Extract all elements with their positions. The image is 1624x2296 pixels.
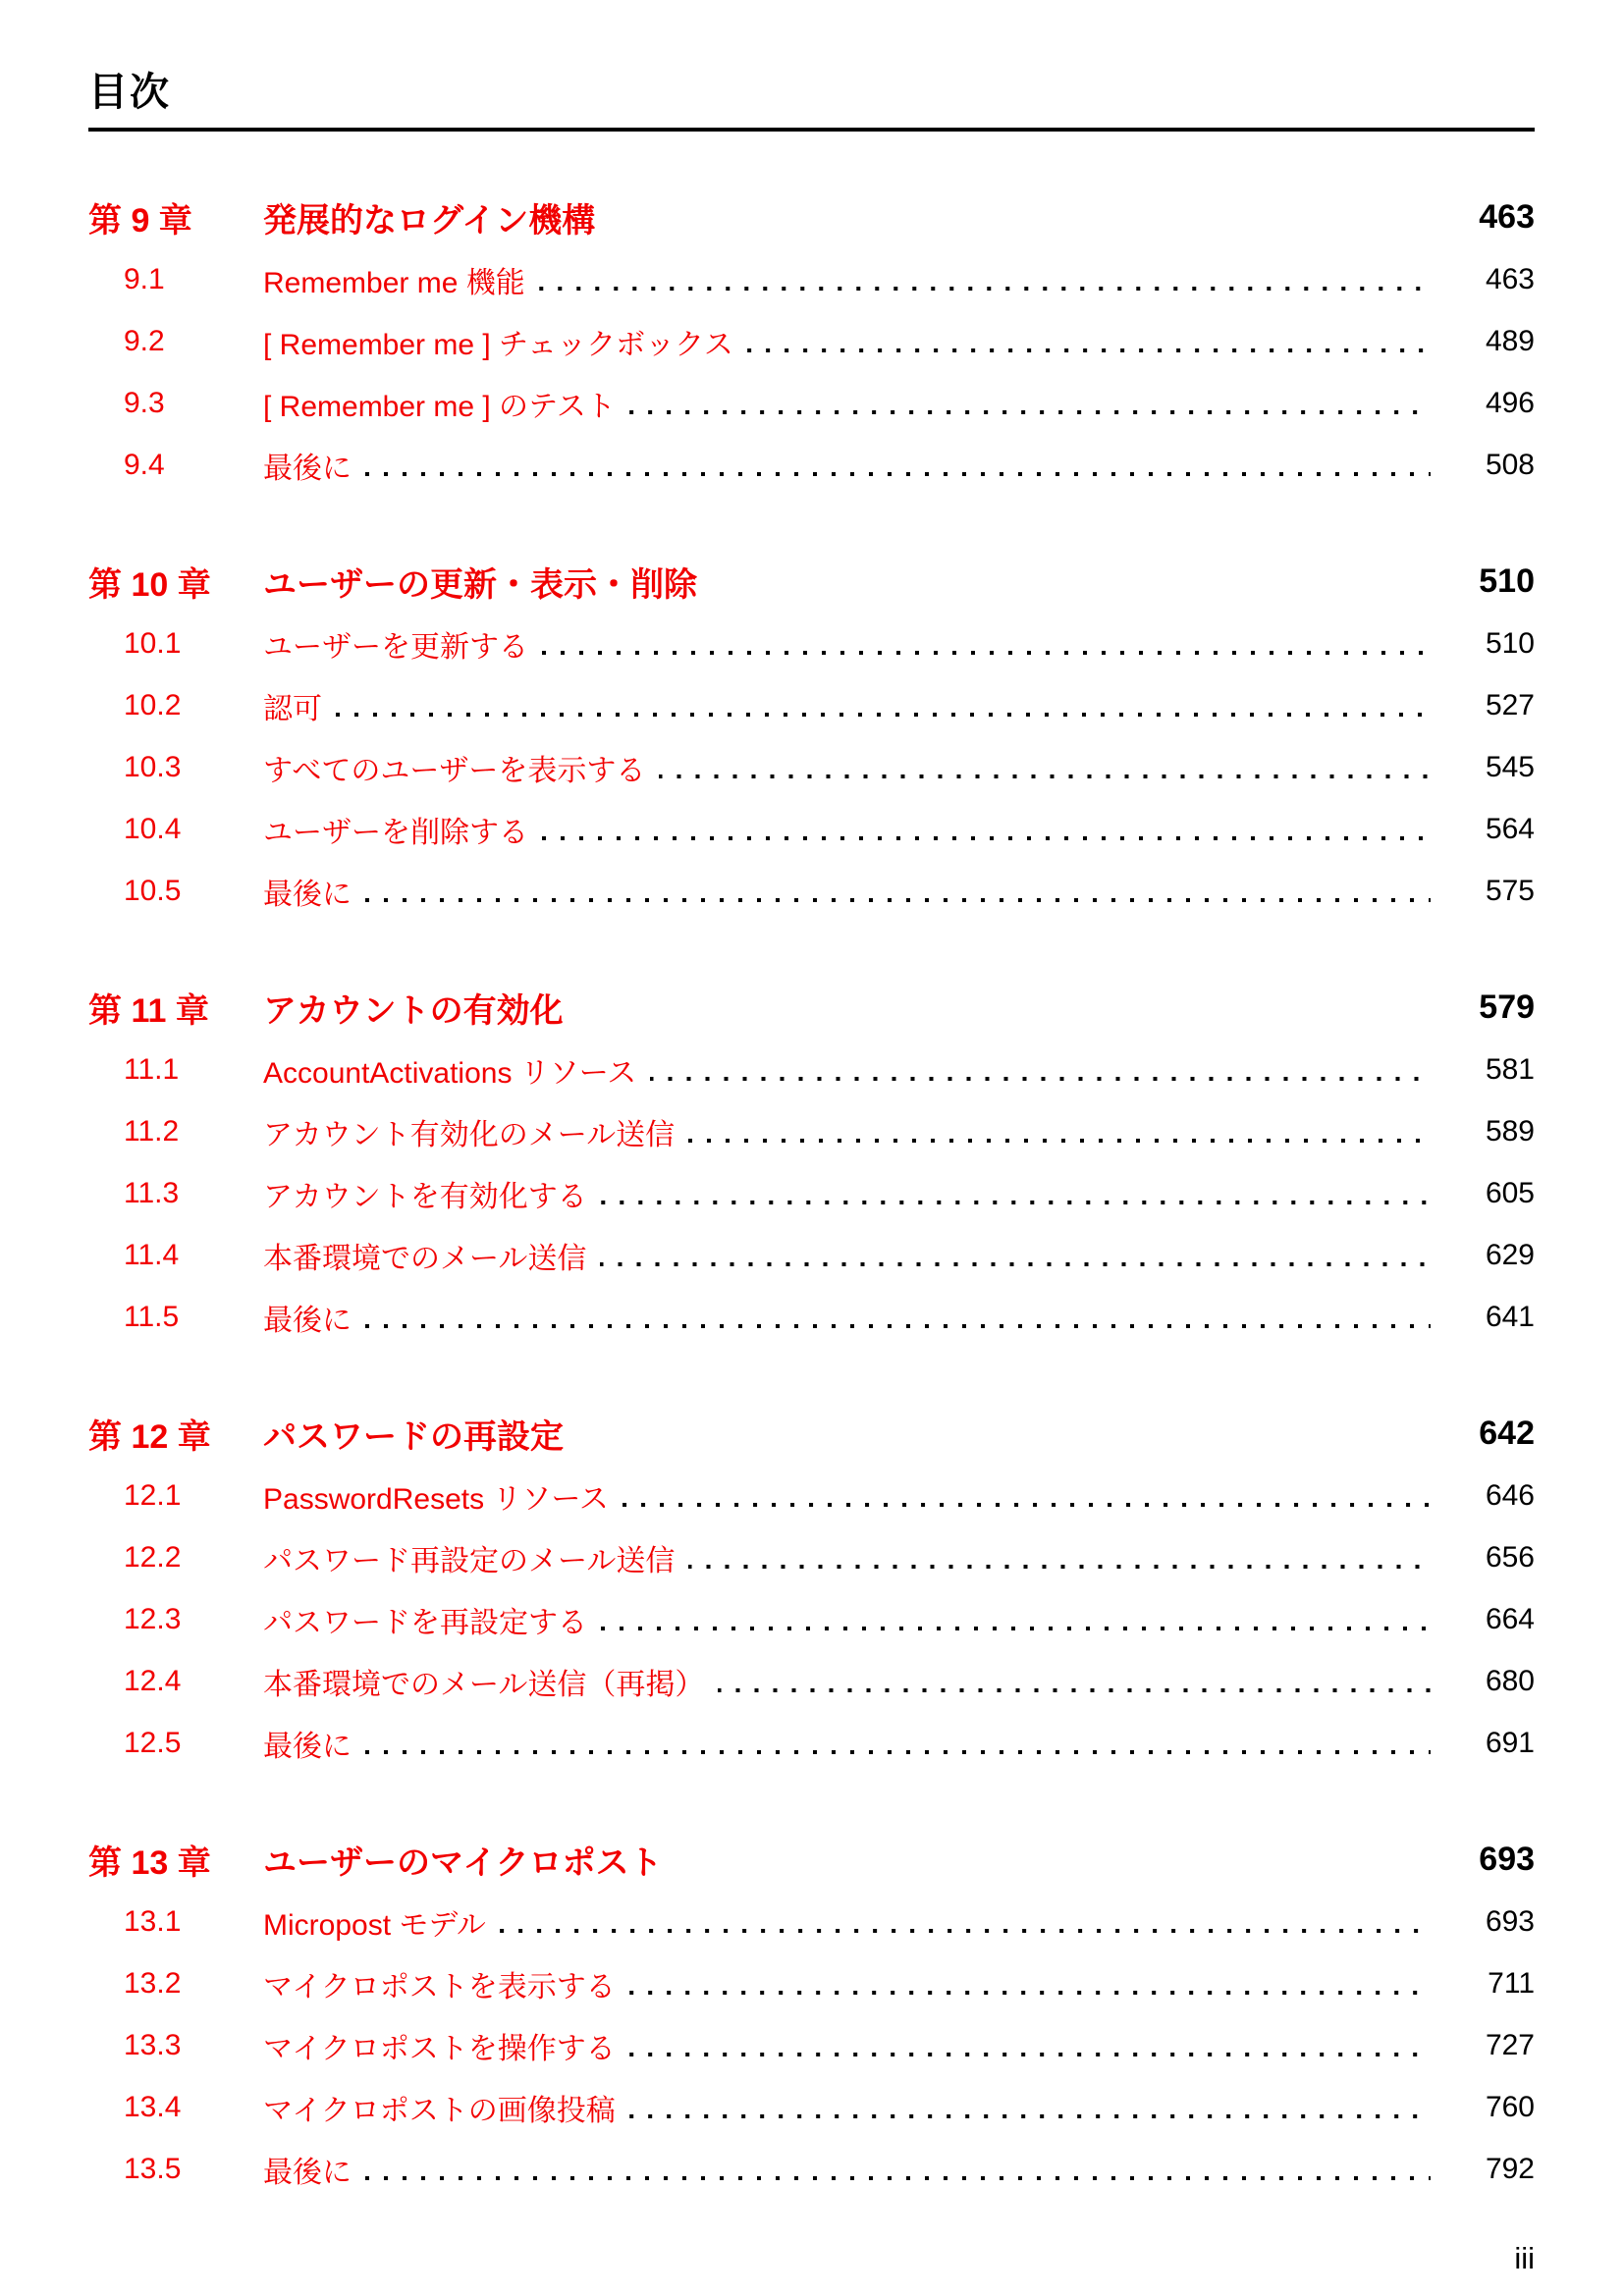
dot-leader: [365, 2153, 1431, 2186]
toc-section-row: [88, 1952, 1535, 2014]
section-number-label[interactable]: 10.2: [124, 688, 182, 721]
toc-section-row: [88, 1650, 1535, 1712]
dot-leader: [629, 1967, 1431, 2001]
toc-chapter-row: [88, 187, 1535, 248]
chapter-title-link[interactable]: ユーザーの更新・表示・削除: [263, 566, 697, 604]
section-page-number[interactable]: 527: [1485, 688, 1535, 721]
dot-leader: [365, 875, 1431, 908]
section-title-link[interactable]: Remember me 機能: [263, 266, 525, 299]
section-page-number[interactable]: 691: [1485, 1726, 1535, 1759]
chapter-number-label[interactable]: 第 12 章: [88, 1418, 211, 1456]
dot-leader: [629, 387, 1431, 420]
chapter-page-number[interactable]: 510: [1479, 562, 1535, 600]
section-title-link[interactable]: 最後に: [263, 1730, 352, 1763]
section-page-number[interactable]: 564: [1485, 812, 1535, 845]
section-title-link[interactable]: ユーザーを更新する: [263, 630, 528, 664]
section-number-label[interactable]: 12.2: [124, 1540, 182, 1574]
section-page-number[interactable]: 792: [1485, 2152, 1535, 2185]
section-title-link[interactable]: 本番環境でのメール送信: [263, 1242, 587, 1275]
dot-leader: [500, 1905, 1431, 1939]
section-page-number[interactable]: 510: [1485, 626, 1535, 660]
section-title-link[interactable]: AccountActivations リソース: [263, 1056, 637, 1090]
page-title: 目次: [88, 71, 1535, 132]
toc-section-row: [88, 860, 1535, 922]
section-number-label[interactable]: 10.1: [124, 626, 182, 660]
section-title-link[interactable]: ユーザーを削除する: [263, 816, 528, 849]
section-title-link[interactable]: マイクロポストを表示する: [263, 1970, 616, 2003]
section-page-number[interactable]: 646: [1485, 1478, 1535, 1512]
section-page-number[interactable]: 656: [1485, 1540, 1535, 1574]
table-of-contents: [88, 187, 1535, 2200]
dot-leader: [365, 1727, 1431, 1760]
section-number-label[interactable]: 9.4: [124, 448, 165, 481]
dot-leader: [365, 1301, 1431, 1334]
dot-leader: [336, 689, 1431, 722]
section-number-label[interactable]: 12.1: [124, 1478, 182, 1512]
section-number-label[interactable]: 10.4: [124, 812, 182, 845]
section-title-link[interactable]: 最後に: [263, 452, 352, 485]
toc-section-row: [88, 1039, 1535, 1100]
chapter-page-number[interactable]: 693: [1479, 1841, 1536, 1878]
section-title-link[interactable]: すべてのユーザーを表示する: [263, 754, 646, 787]
section-page-number[interactable]: 589: [1485, 1114, 1535, 1148]
chapter-number-label[interactable]: 第 9 章: [88, 202, 192, 240]
toc-section-row: [88, 248, 1535, 310]
dot-leader: [688, 1115, 1431, 1148]
section-number-label[interactable]: 11.3: [124, 1176, 180, 1209]
section-page-number[interactable]: 727: [1485, 2028, 1535, 2061]
section-number-label[interactable]: 10.5: [124, 874, 182, 907]
toc-section-row: [88, 1465, 1535, 1526]
section-title-link[interactable]: 最後に: [263, 878, 352, 911]
dot-leader: [747, 325, 1431, 358]
section-number-label[interactable]: 13.2: [124, 1966, 182, 2000]
toc-chapter-row: [88, 1829, 1535, 1891]
toc-section-row: [88, 372, 1535, 434]
section-number-label[interactable]: 12.5: [124, 1726, 182, 1759]
chapter-title-link[interactable]: ユーザーのマイクロポスト: [263, 1844, 663, 1882]
dot-leader: [601, 1177, 1431, 1210]
section-title-link[interactable]: 認可: [263, 692, 322, 725]
dot-leader: [542, 627, 1431, 661]
section-page-number[interactable]: 680: [1485, 1664, 1535, 1697]
toc-section-row: [88, 310, 1535, 372]
section-number-label[interactable]: 9.1: [124, 262, 165, 295]
section-title-link[interactable]: 本番環境でのメール送信（再掲）: [263, 1668, 705, 1701]
chapter-title-link[interactable]: アカウントの有効化: [263, 992, 564, 1030]
dot-leader: [539, 263, 1431, 296]
section-title-link[interactable]: [ Remember me ] のテスト: [263, 390, 616, 423]
toc-section-row: [88, 613, 1535, 674]
chapter-page-number[interactable]: 642: [1479, 1415, 1535, 1452]
chapter-title-link[interactable]: 発展的なログイン機構: [263, 202, 596, 240]
section-page-number[interactable]: 693: [1485, 1904, 1535, 1938]
dot-leader: [365, 449, 1431, 482]
section-page-number[interactable]: 575: [1485, 874, 1535, 907]
toc-section-row: [88, 1712, 1535, 1774]
dot-leader: [542, 813, 1431, 846]
toc-section-row: [88, 1891, 1535, 1952]
toc-section-row: [88, 2138, 1535, 2200]
toc-section-row: [88, 2076, 1535, 2138]
page-content: [88, 0, 1535, 2200]
toc-section-row: [88, 1286, 1535, 1348]
section-title-link[interactable]: パスワードを再設定する: [263, 1606, 587, 1639]
section-number-label[interactable]: 12.3: [124, 1602, 182, 1635]
section-page-number[interactable]: 641: [1485, 1300, 1535, 1333]
toc-chapter-row: [88, 551, 1535, 613]
section-title-link[interactable]: アカウントを有効化する: [263, 1180, 587, 1213]
toc-section-row: [88, 736, 1535, 798]
section-number-label[interactable]: 13.5: [124, 2152, 182, 2185]
toc-chapter-row: [88, 977, 1535, 1039]
toc-section-row: [88, 434, 1535, 496]
toc-section-row: [88, 1224, 1535, 1286]
chapter-page-number[interactable]: 579: [1479, 988, 1536, 1026]
section-page-number[interactable]: 629: [1485, 1238, 1535, 1271]
chapter-number-label[interactable]: 第 13 章: [88, 1844, 211, 1882]
section-number-label[interactable]: 11.2: [124, 1114, 180, 1148]
dot-leader: [629, 2091, 1431, 2124]
section-number-label[interactable]: 13.4: [124, 2090, 182, 2123]
toc-section-row: [88, 798, 1535, 860]
section-page-number[interactable]: 508: [1485, 448, 1535, 481]
folio-page-number: iii: [1514, 2241, 1535, 2275]
section-number-label[interactable]: 11.1: [124, 1052, 180, 1086]
section-number-label[interactable]: 13.1: [124, 1904, 182, 1938]
section-page-number[interactable]: 605: [1485, 1176, 1535, 1209]
chapter-page-number[interactable]: 463: [1479, 198, 1535, 236]
section-number-label[interactable]: 12.4: [124, 1664, 182, 1697]
dot-leader: [659, 751, 1431, 784]
chapter-title-link[interactable]: パスワードの再設定: [263, 1418, 564, 1456]
section-number-label[interactable]: 9.2: [124, 324, 165, 357]
section-number-label[interactable]: 10.3: [124, 750, 182, 783]
dot-leader: [650, 1053, 1431, 1087]
section-page-number[interactable]: 581: [1485, 1052, 1535, 1086]
chapter-number-label[interactable]: 第 11 章: [88, 992, 209, 1030]
toc-section-row: [88, 1100, 1535, 1162]
section-number-label[interactable]: 11.5: [124, 1300, 180, 1333]
section-title-link[interactable]: マイクロポストを操作する: [263, 2032, 616, 2065]
dot-leader: [718, 1665, 1431, 1698]
section-title-link[interactable]: [ Remember me ] チェックボックス: [263, 328, 733, 361]
section-title-link[interactable]: 最後に: [263, 2156, 352, 2189]
section-number-label[interactable]: 11.4: [124, 1238, 180, 1271]
dot-leader: [600, 1239, 1431, 1272]
section-page-number[interactable]: 711: [1488, 1966, 1535, 2000]
section-number-label[interactable]: 9.3: [124, 386, 165, 419]
dot-leader: [601, 1603, 1431, 1636]
toc-section-row: [88, 1526, 1535, 1588]
section-page-number[interactable]: 545: [1485, 750, 1535, 783]
toc-section-row: [88, 1162, 1535, 1224]
section-title-link[interactable]: パスワード再設定のメール送信: [263, 1544, 676, 1577]
dot-leader: [629, 2029, 1431, 2062]
section-number-label[interactable]: 13.3: [124, 2028, 182, 2061]
section-title-link[interactable]: Micropost モデル: [263, 1908, 486, 1942]
section-title-link[interactable]: 最後に: [263, 1304, 352, 1337]
toc-section-row: [88, 1588, 1535, 1650]
section-title-link[interactable]: アカウント有効化のメール送信: [263, 1118, 676, 1151]
toc-section-row: [88, 674, 1535, 736]
toc-chapter-row: [88, 1403, 1535, 1465]
section-page-number[interactable]: 489: [1485, 324, 1535, 357]
section-title-link[interactable]: マイクロポストの画像投稿: [263, 2094, 616, 2127]
section-page-number[interactable]: 496: [1485, 386, 1535, 419]
chapter-number-label[interactable]: 第 10 章: [88, 566, 211, 604]
dot-leader: [623, 1479, 1431, 1513]
section-title-link[interactable]: PasswordResets リソース: [263, 1482, 609, 1516]
dot-leader: [688, 1541, 1431, 1575]
toc-section-row: [88, 2014, 1535, 2076]
section-page-number[interactable]: 760: [1485, 2090, 1535, 2123]
section-page-number[interactable]: 463: [1485, 262, 1535, 295]
section-page-number[interactable]: 664: [1485, 1602, 1535, 1635]
